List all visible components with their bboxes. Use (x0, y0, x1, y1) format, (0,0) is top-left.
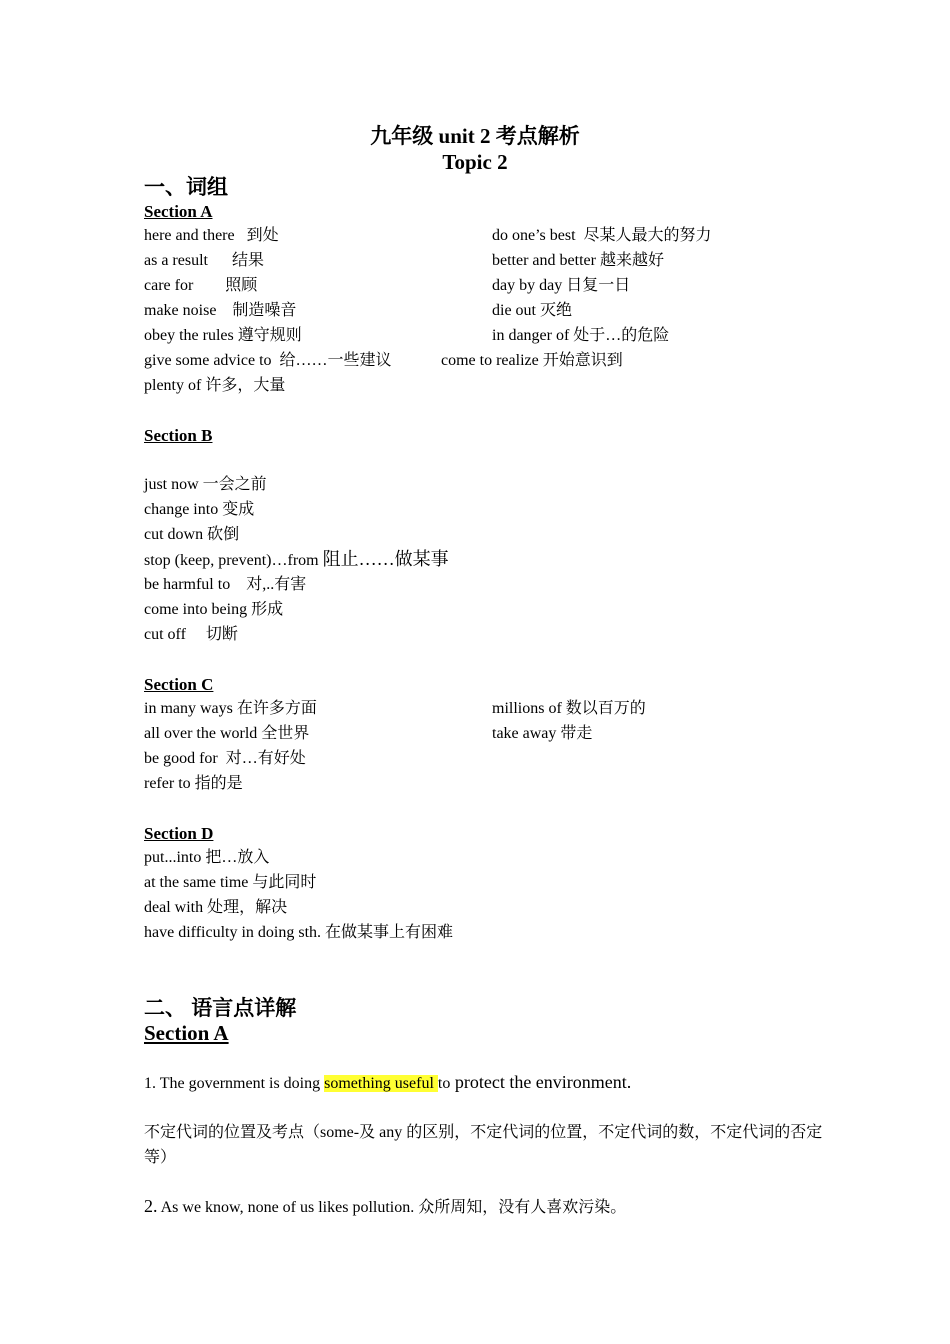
phrase-item: change into 变成 (144, 501, 255, 518)
phrase-item: cut down 砍倒 (144, 526, 240, 543)
document-subtitle: Topic 2 (442, 150, 508, 174)
phrase-item: in danger of 处于…的危险 (492, 327, 670, 344)
note-paragraph: 不定代词的位置及考点（some-及 any 的区别，不定代词的位置，不定代词的数，不定代词的否定等） (144, 1124, 823, 1166)
phrase-en: stop (keep, prevent)…from (144, 552, 323, 569)
part2-heading: 二、 语言点详解 (144, 996, 297, 1020)
phrase-item: deal with 处理，解决 (144, 899, 288, 916)
language-point-1 (144, 1071, 631, 1095)
phrase-item: care for 照顾 (144, 277, 258, 294)
phrase-item: day by day 日复一日 (492, 277, 631, 294)
point-number: 2. (144, 1196, 158, 1216)
phrase-item: refer to 指的是 (144, 775, 243, 792)
point-text: 1. The government is doing (144, 1075, 325, 1092)
phrase-item: as a result 结果 (144, 252, 264, 269)
phrase-item: do one’s best 尽某人最大的努力 (492, 227, 712, 244)
phrase-item: be good for 对…有好处 (144, 750, 306, 767)
phrase-zh: 阻止……做某事 (322, 549, 449, 569)
section-c-heading: Section C (144, 675, 214, 694)
phrase-item: make noise 制造噪音 (144, 302, 297, 319)
point-text: to (437, 1075, 451, 1092)
phrase-item: millions of 数以百万的 (492, 700, 646, 717)
phrase-item: come into being 形成 (144, 601, 284, 618)
phrase-item: cut off 切断 (144, 626, 238, 643)
phrase-item: come to realize 开始意识到 (441, 352, 623, 369)
phrase-item: just now 一会之前 (144, 476, 267, 493)
section-d-heading: Section D (144, 824, 214, 843)
phrase-item: give some advice to 给……一些建议 (144, 352, 392, 369)
phrase-item: better and better 越来越好 (492, 252, 664, 269)
phrase-item: here and there 到处 (144, 227, 279, 244)
document-title: 九年级 unit 2 考点解析 (370, 124, 580, 148)
phrase-item: in many ways 在许多方面 (144, 700, 317, 717)
phrase-item: plenty of 许多，大量 (144, 377, 286, 394)
language-point-2 (144, 1195, 626, 1219)
section-a-heading: Section A (144, 202, 213, 221)
part2-section-a-heading: Section A (144, 1021, 229, 1045)
phrase-item: all over the world 全世界 (144, 725, 310, 742)
phrase-item: put...into 把…放入 (144, 849, 270, 866)
point-text: As we know, none of us likes pollution. 众所周知，没有人喜欢污染。 (157, 1199, 627, 1216)
phrase-item: take away 带走 (492, 725, 593, 742)
phrase-item (144, 548, 449, 572)
phrase-item: have difficulty in doing sth. 在做某事上有困难 (144, 924, 454, 941)
highlighted-text: something useful (324, 1075, 438, 1092)
phrase-item: obey the rules 遵守规则 (144, 327, 302, 344)
part1-heading: 一、词组 (144, 175, 228, 199)
section-b-heading: Section B (144, 426, 213, 445)
phrase-item: die out 灭绝 (492, 302, 572, 319)
phrase-item: at the same time 与此同时 (144, 874, 317, 891)
point-text: protect the environment. (450, 1072, 632, 1092)
phrase-item: be harmful to 对,..有害 (144, 576, 307, 593)
